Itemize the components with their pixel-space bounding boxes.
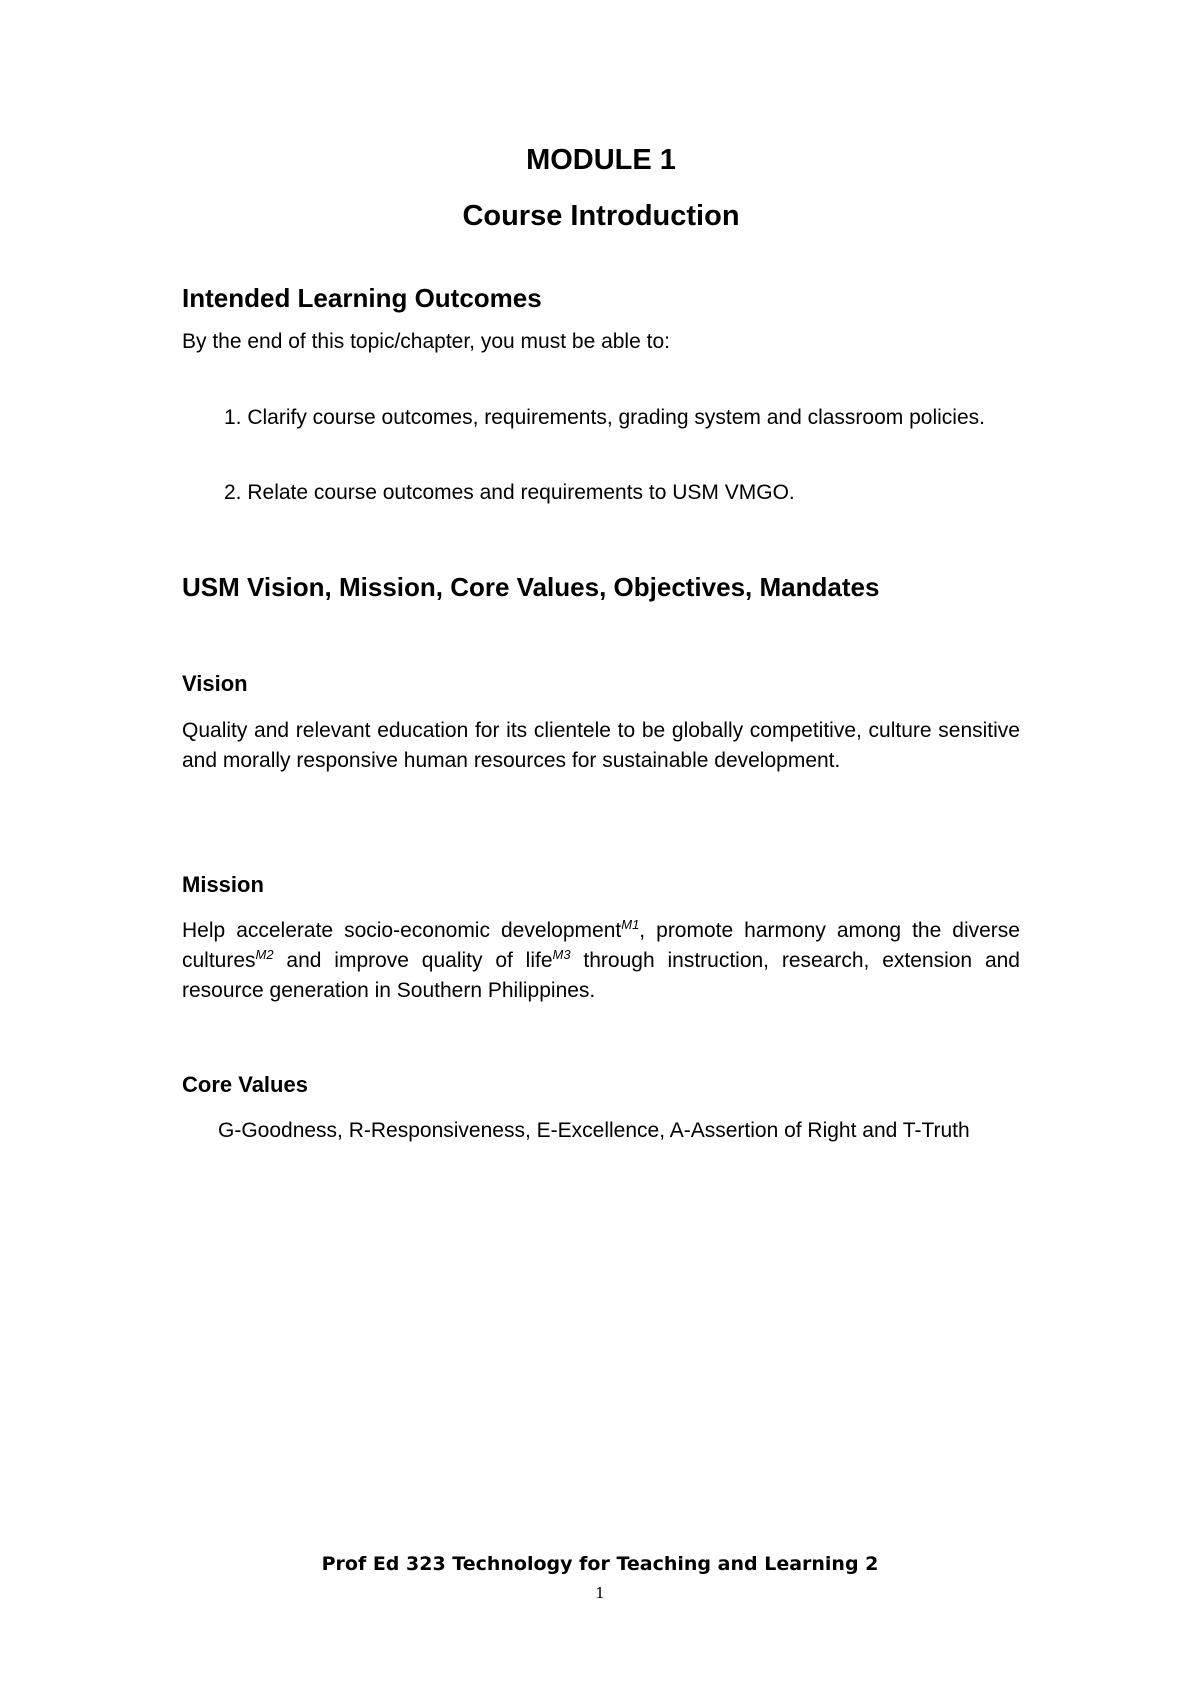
mission-text-part-1: Help accelerate socio-economic development [182,919,622,942]
footer-course-title: Prof Ed 323 Technology for Teaching and Learning 2 [321,1553,879,1575]
learning-outcomes-intro: By the end of this topic/chapter, you must be able to: [182,330,670,353]
page-number: 1 [595,1584,605,1602]
course-title: Course Introduction [462,200,740,232]
learning-outcome-item-1: 1. Clarify course outcomes, requirements, grading system and classroom policies. [224,406,985,429]
core-values-text: G-Goodness, R-Responsiveness, E-Excellence, A-Assertion of Right and T-Truth [218,1119,970,1142]
mission-footnote-m2: M2 [255,947,274,962]
learning-outcomes-heading: Intended Learning Outcomes [182,283,542,313]
vmgo-heading: USM Vision, Mission, Core Values, Objectives, Mandates [182,572,880,602]
mission-text-part-4: through instruction, research, extension and resource generation in Southern Philippines. [182,949,1020,1002]
mission-text-part-3: and improve quality of life [273,949,553,972]
mission-footnote-m1: M1 [621,917,640,932]
mission-footnote-m3: M3 [552,947,571,962]
mission-text [182,916,1020,1006]
vision-text: Quality and relevant education for its clientele to be globally competitive, culture sensitive and morally responsive human resources for sustainable development. [182,719,1020,772]
core-values-heading: Core Values [182,1072,308,1097]
module-title: MODULE 1 [526,144,676,176]
vision-heading: Vision [182,671,248,696]
mission-text-part-2: , promote harmony among the diverse cultures [182,919,1020,972]
learning-outcome-item-2: 2. Relate course outcomes and requirements to USM VMGO. [224,481,795,504]
mission-heading: Mission [182,872,264,897]
